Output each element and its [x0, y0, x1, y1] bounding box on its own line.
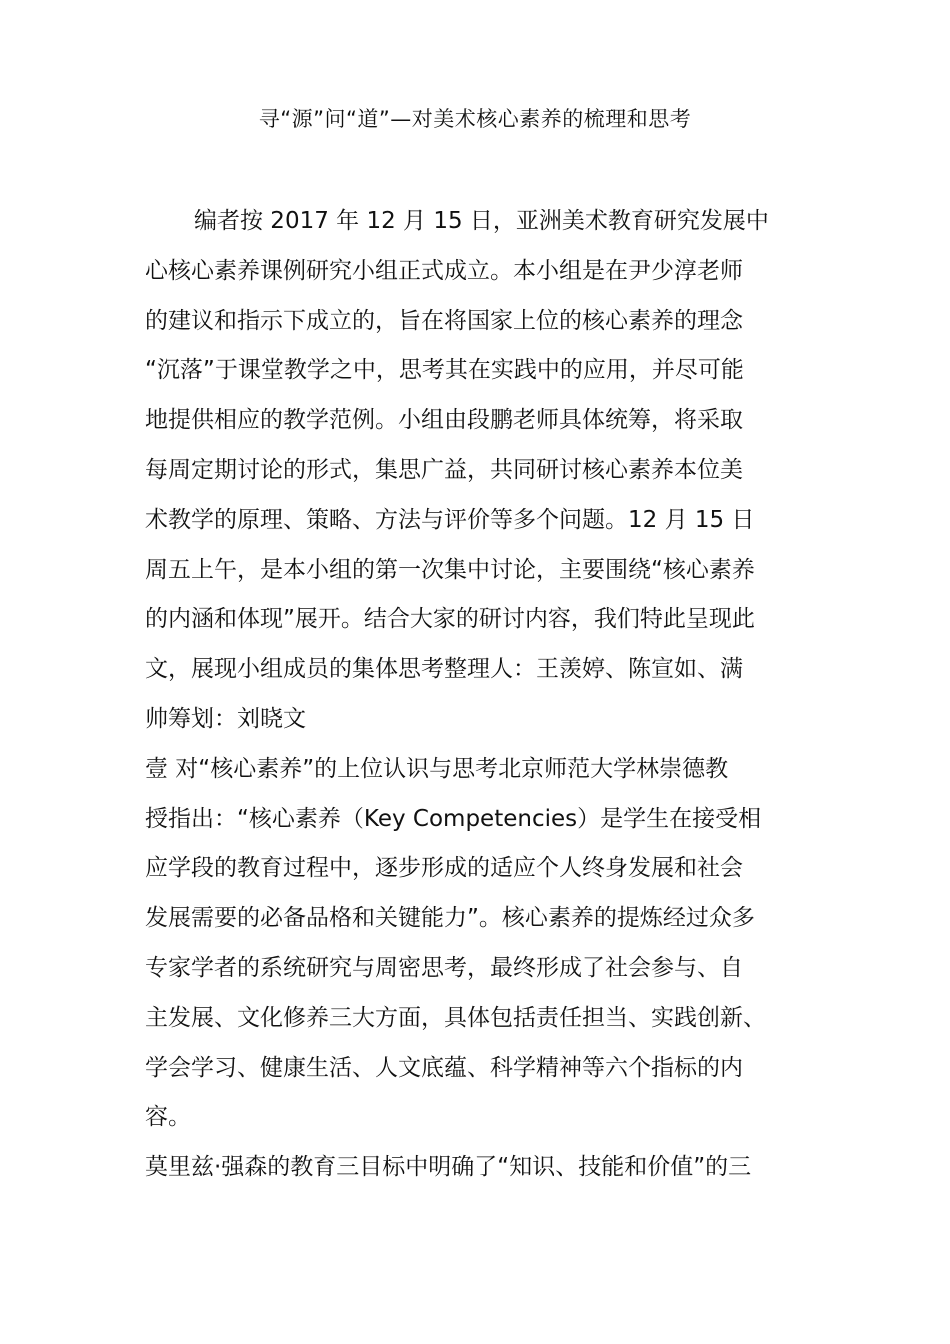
text-line: 莫里兹·强森的教育三目标中明确了“知识、技能和价值”的三 [145, 1154, 752, 1181]
text-line: 主发展、文化修养三大方面，具体包括责任担当、实践创新、 [145, 1004, 766, 1031]
text-line: 容。 [145, 1104, 191, 1131]
text-line: 的建议和指示下成立的，旨在将国家上位的核心素养的理念 [145, 307, 743, 334]
text-line: “沉落”于课堂教学之中，思考其在实践中的应用，并尽可能 [145, 357, 744, 384]
text-line: 专家学者的系统研究与周密思考，最终形成了社会参与、自 [145, 954, 743, 981]
text-line: 地提供相应的教学范例。小组由段鹏老师具体统筹，将采取 [145, 407, 743, 434]
section-heading-line: 壹 对“核心素养”的上位认识与思考北京师范大学林崇德教 [145, 755, 729, 782]
text-line: 帅筹划：刘晓文 [145, 705, 306, 732]
text-line: 应学段的教育过程中，逐步形成的适应个人终身发展和社会 [145, 855, 743, 882]
document-title: 寻“源”问“道”—对美术核心素养的梳理和思考 [258, 107, 692, 131]
text-line: 文，展现小组成员的集体思考整理人：王羡婷、陈宣如、满 [145, 656, 743, 683]
text-line: 的内涵和体现”展开。结合大家的研讨内容，我们特此呈现此 [145, 606, 755, 633]
document-body [145, 197, 815, 1193]
text-line: 心核心素养课例研究小组正式成立。本小组是在尹少淳老师 [145, 257, 743, 284]
text-line: 术教学的原理、策略、方法与评价等多个问题。12 月 15 日 [145, 506, 755, 533]
text-line: 学会学习、健康生活、人文底蕴、科学精神等六个指标的内 [145, 1054, 743, 1081]
text-line: 编者按 2017 年 12 月 15 日，亚洲美术教育研究发展中 [194, 208, 769, 234]
text-line: 周五上午，是本小组的第一次集中讨论，主要围绕“核心素养 [145, 556, 755, 583]
text-line: 授指出：“核心素养（Key Competencies）是学生在接受相 [145, 805, 762, 832]
text-line: 每周定期讨论的形式，集思广益，共同研讨核心素养本位美 [145, 456, 743, 483]
text-line: 发展需要的必备品格和关键能力”。核心素养的提炼经过众多 [145, 905, 755, 932]
